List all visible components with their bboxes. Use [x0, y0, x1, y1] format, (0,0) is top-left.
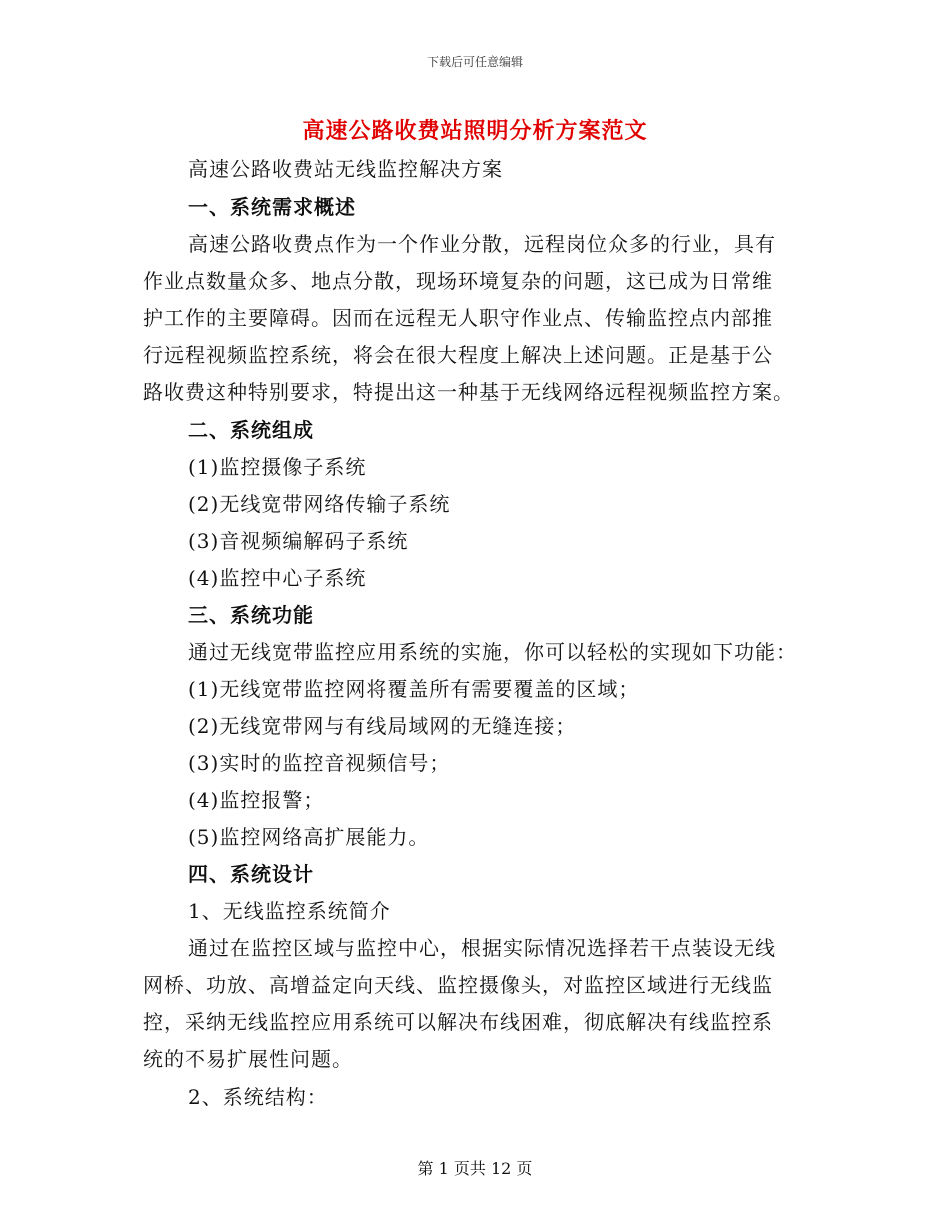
document-title: 高速公路收费站照明分析方案范文: [302, 118, 648, 144]
subsection-heading: 1、无线监控系统简介: [188, 899, 391, 923]
paragraph-line: 通过在监控区域与监控中心，根据实际情况选择若干点装设无线: [188, 936, 776, 960]
page-header: 下载后可任意编辑: [426, 55, 523, 69]
paragraph-line: 控，采纳无线监控应用系统可以解决布线困难，彻底解决有线监控系: [143, 1010, 773, 1034]
section-heading-1: 一、系统需求概述: [188, 195, 356, 219]
list-item: (1)无线宽带监控网将覆盖所有需要覆盖的区域；: [188, 677, 640, 701]
paragraph-line: 通过无线宽带监控应用系统的实施，你可以轻松的实现如下功能：: [188, 640, 797, 664]
list-item: (3)音视频编解码子系统: [188, 529, 409, 553]
list-item: (2)无线宽带网络传输子系统: [188, 492, 451, 516]
paragraph-line: 高速公路收费点作为一个作业分散，远程岗位众多的行业，具有: [188, 232, 776, 256]
subtitle-line: 高速公路收费站无线监控解决方案: [188, 157, 503, 181]
section-heading-2: 二、系统组成: [188, 418, 314, 442]
list-item: (4)监控报警；: [188, 788, 325, 812]
list-item: (4)监控中心子系统: [188, 566, 367, 590]
section-heading-4: 四、系统设计: [188, 862, 314, 886]
page-footer: 第 1 页共 12 页: [417, 1159, 533, 1178]
list-item: (3)实时的监控音视频信号；: [188, 751, 451, 775]
paragraph-line: 网桥、功放、高增益定向天线、监控摄像头，对监控区域进行无线监: [143, 973, 773, 997]
paragraph-line: 路收费这种特别要求，特提出这一种基于无线网络远程视频监控方案。: [143, 380, 794, 404]
paragraph-line: 行远程视频监控系统，将会在很大程度上解决上述问题。正是基于公: [143, 343, 773, 367]
paragraph-line: 护工作的主要障碍。因而在远程无人职守作业点、传输监控点内部推: [143, 306, 773, 330]
list-item: (2)无线宽带网与有线局域网的无缝连接；: [188, 714, 577, 738]
subsection-heading: 2、系统结构：: [188, 1085, 328, 1109]
section-heading-3: 三、系统功能: [188, 603, 314, 627]
list-item: (5)监控网络高扩展能力。: [188, 825, 430, 849]
list-item: (1)监控摄像子系统: [188, 455, 367, 479]
paragraph-line: 统的不易扩展性问题。: [143, 1047, 353, 1071]
paragraph-line: 作业点数量众多、地点分散，现场环境复杂的问题，这已成为日常维: [143, 269, 773, 293]
